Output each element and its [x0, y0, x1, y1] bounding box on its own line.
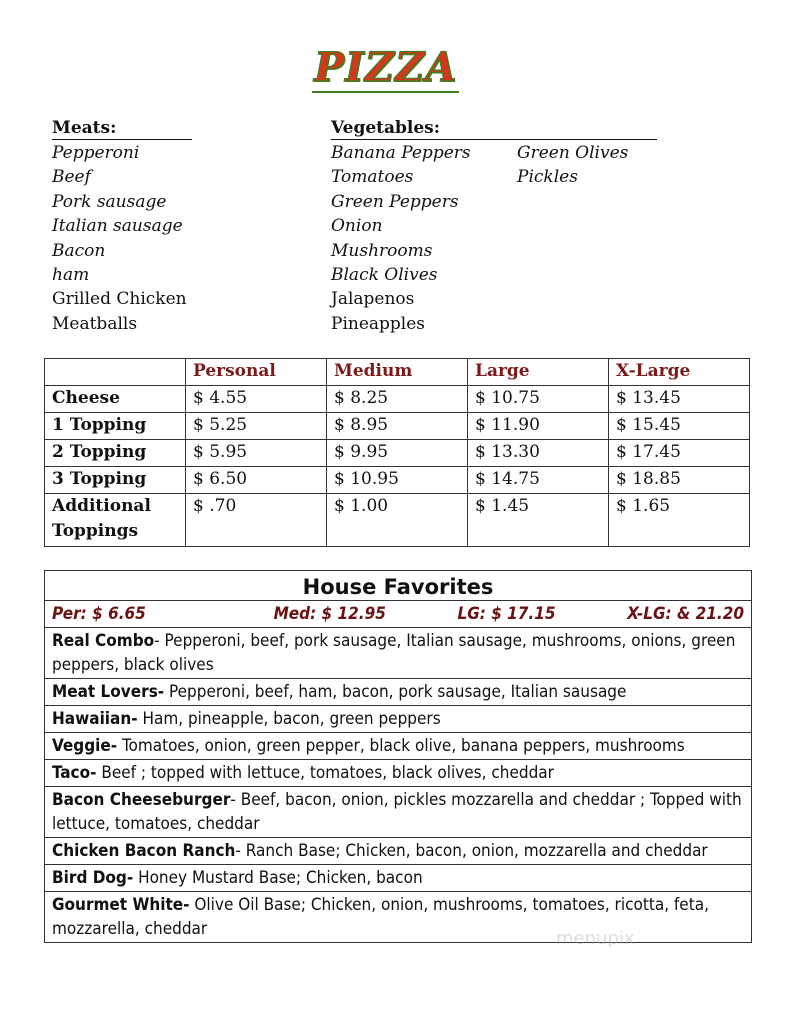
vegetable-item: Green Olives: [517, 143, 629, 163]
meat-item: Grilled Chicken: [52, 289, 187, 310]
favorite-item: [45, 892, 752, 943]
favorite-item: [45, 838, 752, 865]
house-favorites-title: House Favorites: [45, 571, 752, 601]
price-cell: $ 4.55: [186, 386, 327, 413]
favorite-desc: Honey Mustard Base; Chicken, bacon: [133, 868, 423, 888]
vegetables-heading: Vegetables:: [331, 117, 657, 140]
watermark: menupix: [556, 928, 635, 949]
page-title: PIZZA: [314, 44, 458, 91]
favorite-item: [45, 760, 752, 787]
price-cell: $ 1.00: [327, 494, 468, 547]
price-cell: $ 1.45: [468, 494, 609, 547]
price-cell: $ 8.95: [327, 413, 468, 440]
favorite-name: Gourmet White-: [52, 895, 190, 915]
favorite-desc: Ham, pineapple, bacon, green peppers: [137, 709, 441, 729]
price-personal: Per: $ 6.65: [52, 604, 146, 624]
price-cell: $ 5.95: [186, 440, 327, 467]
favorite-desc: Beef ; topped with lettuce, tomatoes, black olives, cheddar: [96, 763, 554, 783]
header-medium: Medium: [327, 359, 468, 386]
header-large: Large: [468, 359, 609, 386]
vegetable-item: Green Peppers: [331, 191, 459, 212]
price-xlarge: X-LG: & 21.20: [627, 604, 744, 624]
favorite-desc: Tomatoes, onion, green pepper, black olive, banana peppers, mushrooms: [117, 736, 685, 756]
favorite-name: Chicken Bacon Ranch: [52, 841, 236, 861]
table-row: [45, 413, 750, 440]
header-personal: Personal: [186, 359, 327, 386]
price-cell: $ 14.75: [468, 467, 609, 494]
row-label: Additional Toppings: [45, 494, 186, 547]
favorite-desc: - Beef, bacon, onion, pickles mozzarella and cheddar ; Topped with lettuce, tomatoes, cheddar: [52, 790, 742, 834]
meat-item: Pepperoni: [52, 143, 140, 163]
price-cell: $ 13.45: [609, 386, 750, 413]
price-cell: $ 13.30: [468, 440, 609, 467]
vegetable-item: Pickles: [517, 167, 578, 188]
favorite-desc: Olive Oil Base; Chicken, onion, mushrooms, tomatoes, ricotta, feta, mozzarella, cheddar: [52, 895, 709, 939]
house-favorites-table: [44, 570, 752, 943]
price-cell: $ 11.90: [468, 413, 609, 440]
house-favorites-prices: [45, 601, 752, 628]
favorite-name: Meat Lovers-: [52, 682, 165, 702]
favorite-item: [45, 787, 752, 838]
vegetable-item: Banana Peppers: [331, 143, 471, 163]
favorite-item: [45, 706, 752, 733]
table-row: [45, 467, 750, 494]
favorite-name: Hawaiian-: [52, 709, 138, 729]
row-label: 2 Topping: [45, 440, 186, 467]
header-xlarge: X-Large: [609, 359, 750, 386]
vegetable-item: Mushrooms: [331, 240, 433, 261]
price-large: LG: $ 17.15: [457, 604, 556, 624]
meat-item: Meatballs: [52, 313, 138, 334]
price-cell: $ 9.95: [327, 440, 468, 467]
price-table: [44, 358, 750, 547]
row-label: Cheese: [45, 386, 186, 413]
price-cell: $ 10.75: [468, 386, 609, 413]
favorite-name: Bacon Cheeseburger: [52, 790, 231, 810]
meats-list: [52, 117, 192, 336]
favorite-item: [45, 865, 752, 892]
price-medium: Med: $ 12.95: [273, 604, 386, 624]
favorite-name: Bird Dog-: [52, 868, 134, 888]
favorite-item: [45, 628, 752, 679]
vegetable-item: Black Olives: [331, 265, 438, 286]
favorite-item: [45, 733, 752, 760]
meat-item: ham: [52, 265, 90, 286]
meat-item: Bacon: [52, 240, 106, 261]
meat-item: Italian sausage: [52, 216, 183, 237]
vegetable-item: Onion: [331, 216, 383, 237]
price-cell: $ 8.25: [327, 386, 468, 413]
favorite-item: [45, 679, 752, 706]
price-cell: $ 1.65: [609, 494, 750, 547]
price-cell: $ 6.50: [186, 467, 327, 494]
row-label: 3 Topping: [45, 467, 186, 494]
meat-item: Pork sausage: [52, 191, 167, 212]
vegetable-item: Jalapenos: [331, 289, 415, 310]
favorite-name: Veggie-: [52, 736, 118, 756]
meat-item: Beef: [52, 167, 91, 188]
favorite-desc: Pepperoni, beef, ham, bacon, pork sausage, Italian sausage: [164, 682, 627, 702]
favorite-name: Taco-: [52, 763, 97, 783]
price-cell: $ 5.25: [186, 413, 327, 440]
table-row: [45, 494, 750, 547]
favorite-desc: - Pepperoni, beef, pork sausage, Italian sausage, mushrooms, onions, green peppers, black olives: [52, 631, 736, 675]
price-cell: $ 17.45: [609, 440, 750, 467]
price-cell: $ 18.85: [609, 467, 750, 494]
header-empty: [45, 359, 186, 386]
row-label: 1 Topping: [45, 413, 186, 440]
price-cell: $ 15.45: [609, 413, 750, 440]
favorite-desc: - Ranch Base; Chicken, bacon, onion, mozzarella and cheddar: [235, 841, 708, 861]
vegetables-list: [331, 117, 657, 336]
meats-heading: Meats:: [52, 117, 192, 140]
price-cell: $ .70: [186, 494, 327, 547]
table-row: [45, 386, 750, 413]
vegetables-column-1: [331, 141, 517, 336]
price-cell: $ 10.95: [327, 467, 468, 494]
favorite-name: Real Combo: [52, 631, 155, 651]
vegetables-column-2: [517, 141, 657, 336]
vegetable-item: Tomatoes: [331, 167, 414, 188]
price-table-header: [45, 359, 750, 386]
table-row: [45, 440, 750, 467]
vegetable-item: Pineapples: [331, 313, 426, 334]
